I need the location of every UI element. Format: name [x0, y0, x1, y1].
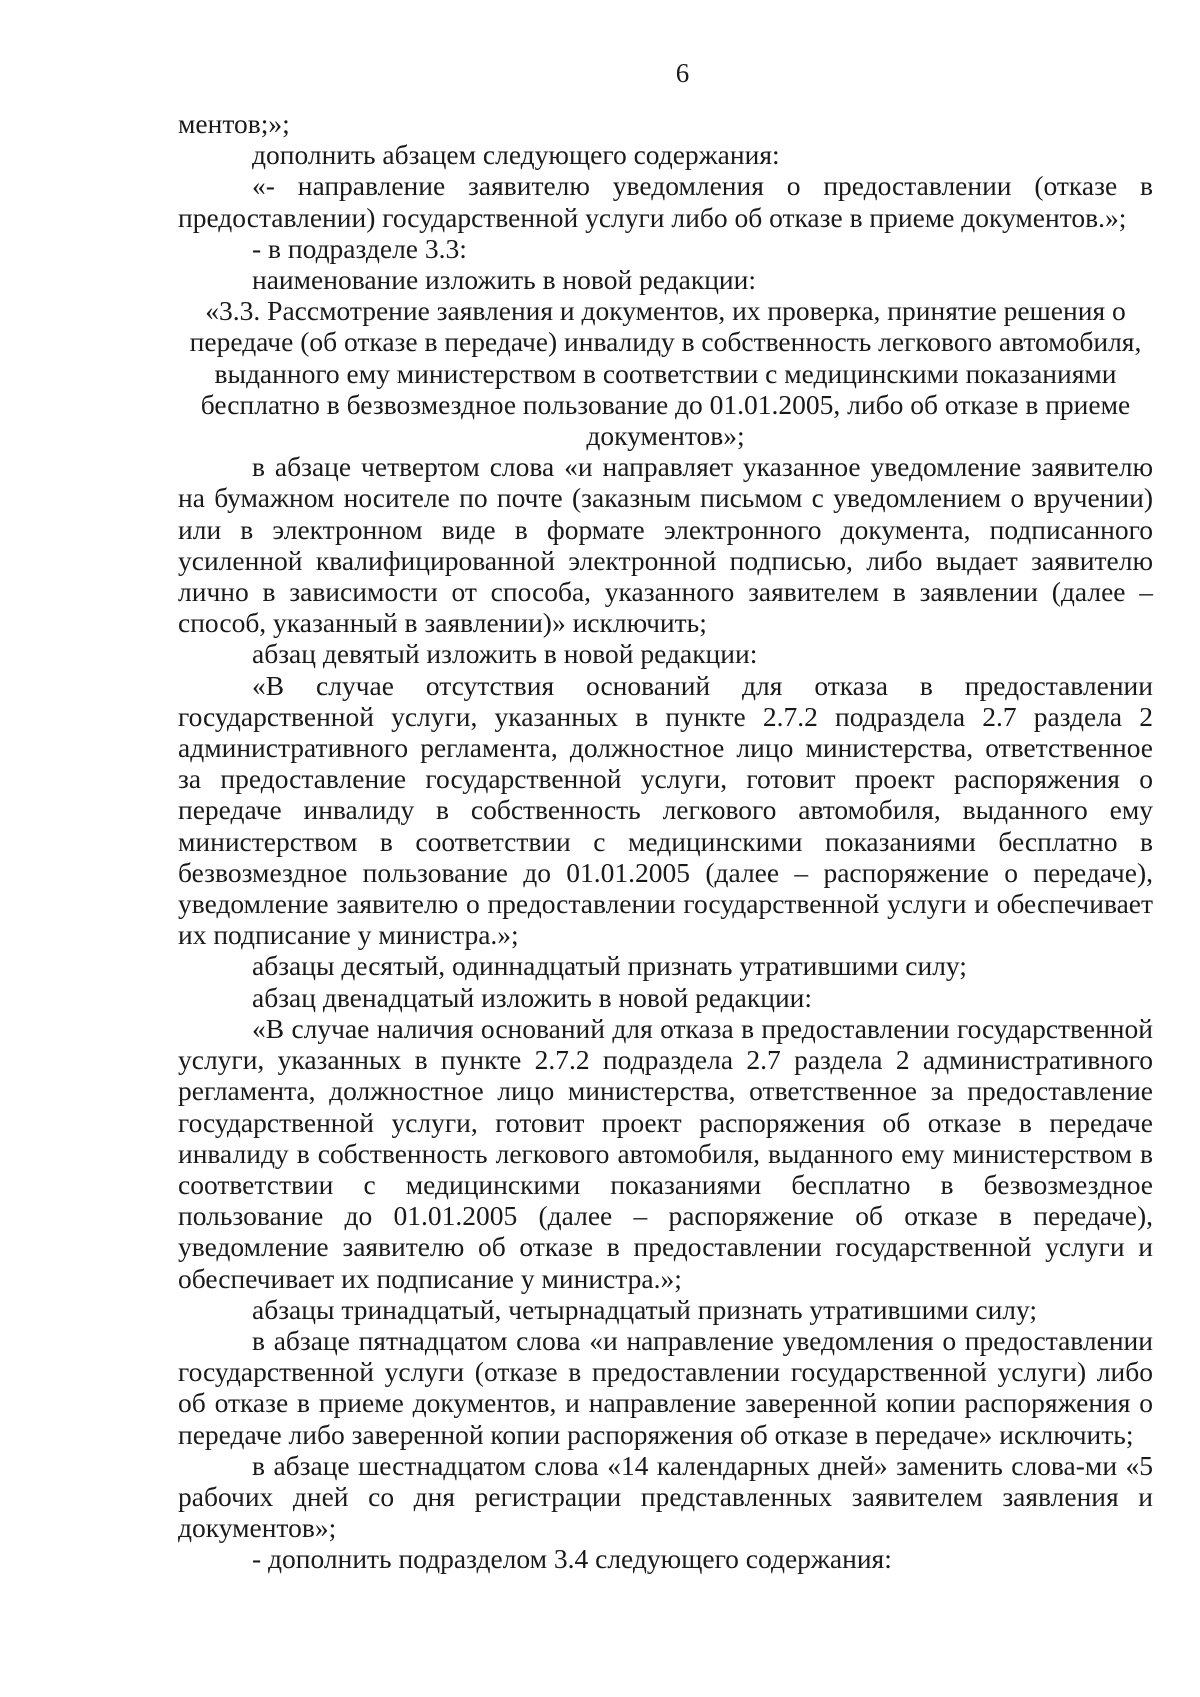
- paragraph: - дополнить подразделом 3.4 следующего содержания:: [252, 1543, 892, 1575]
- page-number: 6: [675, 58, 690, 88]
- paragraph: дополнить абзацем следующего содержания:: [252, 139, 780, 171]
- paragraph: в абзаце шестнадцатом слова «14 календарных дней» заменить слова-ми «5 рабочих дней со дня регистрации представленных заявителем заявления и документов»;: [178, 1449, 1153, 1544]
- paragraph: в абзаце пятнадцатом слова «и направление уведомления о предоставлении государственной услуги (отказе в предоставлении государственной услуги) либо об отказе в приеме документов, и направление заверенной копии распоряжения о передаче либо заверенной копии распоряжения об отказе в передаче» исключить;: [178, 1324, 1153, 1450]
- paragraph: абзацы десятый, одиннадцатый признать утратившими силу;: [252, 950, 967, 982]
- paragraph: - в подразделе 3.3:: [252, 232, 467, 264]
- paragraph: абзацы тринадцатый, четырнадцатый признать утратившими силу;: [252, 1293, 1038, 1325]
- paragraph: «В случае наличия оснований для отказа в предоставлении государственной услуги, указанных в пункте 2.7.2 подраздела 2.7 раздела 2 административного регламента, должностное лицо министерства, ответственное за предоставление государственной услуги, готовит проект распоряжения об отказе в передаче инвалиду в собственность легкового автомобиля, выданного ему министерством в соответствии с медицинскими показаниями бесплатно в безвозмездное пользование до 01.01.2005 (далее – распоряжение об отказе в передаче), уведомление заявителю об отказе в предоставлении государственной услуги и обеспечивает их подписание у министра.»;: [178, 1012, 1153, 1294]
- paragraph: ментов;»;: [178, 108, 290, 139]
- document-body: [178, 108, 1153, 1575]
- paragraph: в абзаце четвертом слова «и направляет указанное уведомление заявителю на бумажном носителе по почте (заказным письмом с уведомлением о вручении) или в электронном виде в формате электронного документа, подписанного усиленной квалифицированной электронной подписью, либо выдает заявителю лично в зависимости от способа, указанного заявителем в заявлении (далее – способ, указанный в заявлении)» исключить;: [178, 451, 1153, 639]
- paragraph: абзац девятый изложить в новой редакции:: [252, 638, 758, 670]
- paragraph: «3.3. Рассмотрение заявления и документов, их проверка, принятие решения о передаче (об отказе в передаче) инвалиду в собственность легкового автомобиля, выданного ему министерством в соответствии с медицинскими показаниями бесплатно в безвозмездное пользование до 01.01.2005, либо об отказе в приеме документов»;: [189, 295, 1142, 452]
- paragraph: наименование изложить в новой редакции:: [252, 264, 756, 296]
- paragraph: «В случае отсутствия оснований для отказа в предоставлении государственной услуги, указанных в пункте 2.7.2 подраздела 2.7 раздела 2 административного регламента, должностное лицо министерства, ответственное за предоставление государственной услуги, готовит проект распоряжения о передаче инвалиду в собственность легкового автомобиля, выданного ему министерством в соответствии с медицинскими показаниями бесплатно в безвозмездное пользование до 01.01.2005 (далее – распоряжение о передаче), уведомление заявителю о предоставлении государственной услуги и обеспечивает их подписание у министра.»;: [178, 669, 1153, 951]
- paragraph: «- направление заявителю уведомления о предоставлении (отказе в предоставлении) государственной услуги либо об отказе в приеме документов.»;: [178, 170, 1153, 233]
- paragraph: абзац двенадцатый изложить в новой редакции:: [252, 981, 813, 1013]
